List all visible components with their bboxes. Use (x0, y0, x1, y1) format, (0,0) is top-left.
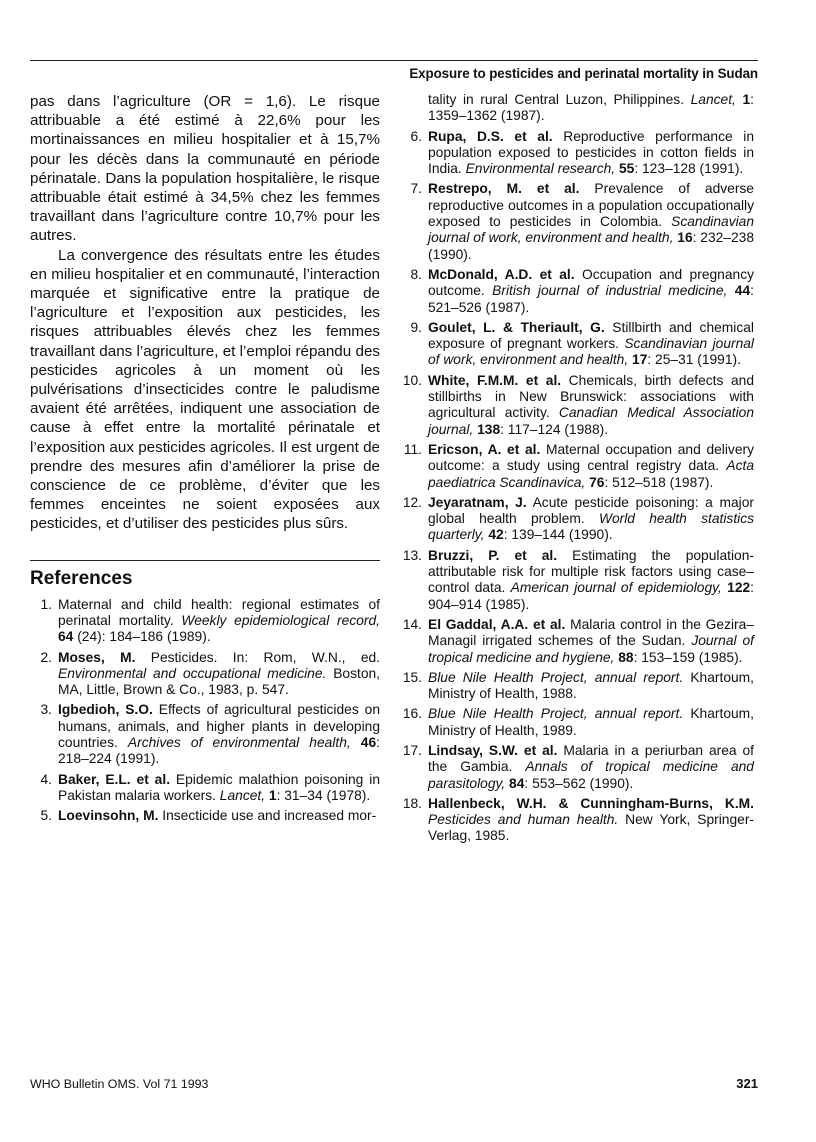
references-heading: References (30, 567, 133, 589)
body-paragraph-2: La convergence des résultats entre les études en milieu hospitalier et en communauté, l’interaction marquée et significative entre la pratique de l’agriculture et l’exposition aux pesticides, les risques attribuables élevés chez les femmes travaillant dans l’agriculture, et l’emploi répandu des pesticides agricoles à un moment où les pulvérisations d’insecticides contre le paludisme avaient été arrêtées, indiquent une association de cause à effet entre la mortalité périnatale et l’exposition aux pesticides agricoles. Il est urgent de prendre des mesures afin d’améliorer la prise de conscience de ce problème, d’éviter que les femmes enceintes ne soient exposées aux pesticides, et d’utiliser des pesticides plus sûrs. (30, 246, 380, 533)
left-column (30, 92, 380, 829)
reference-item: 2. Moses, M. Pesticides. In: Rom, W.N., ed. Environmental and occupational medicine. Boston, MA, Little, Brown & Co., 1983, p. 547. (40, 649, 380, 698)
reference-item: 16. Blue Nile Health Project, annual report. Khartoum, Ministry of Health, 1989. (402, 706, 755, 738)
reference-item: 4. Baker, E.L. et al. Epidemic malathion poisoning in Pakistan malaria workers. Lancet, 1: 31–34 (1978). (40, 771, 380, 803)
reference-item: 15. Blue Nile Health Project, annual report. Khartoum, Ministry of Health, 1988. (402, 669, 755, 702)
running-title: Exposure to pesticides and perinatal mortality in Sudan (409, 66, 758, 81)
references-divider (30, 560, 380, 561)
reference-item: 12. Jeyaratnam, J. Acute pesticide poisoning: a major global health problem. World health statistics quarterly, 42: 139–144 (1990). (402, 494, 755, 543)
reference-item: 8. McDonald, A.D. et al. Occupation and pregnancy outcome. British journal of industrial medicine, 44: 521–526 (1987). (410, 266, 754, 315)
reference-item: 10. White, F.M.M. et al. Chemicals, birth defects and stillbirths in New Brunswick: associations with agricultural activity. Canadian Medical Association journal, 138: 117–124 (1988). (402, 372, 754, 437)
reference-item: 11. Ericson, A. et al. Maternal occupation and delivery outcome: a study using central registry data. Acta paediatrica Scandinavica, 76: 512–518 (1987). (403, 441, 754, 490)
reference-continuation: tality in rural Central Luzon, Philippines. Lancet, 1: 1359–1362 (1987). (428, 92, 754, 124)
reference-item: 18. Hallenbeck, W.H. & Cunningham-Burns, K.M. Pesticides and human health. New York, Springer-Verlag, 1985. (402, 795, 755, 844)
reference-item: 3. Igbedioh, S.O. Effects of agricultural pesticides on humans, animals, and higher plants in developing countries. Archives of environmental health, 46: 218–224 (1991). (40, 702, 380, 767)
reference-item: 1. Maternal and child health: regional estimates of perinatal mortality. Weekly epidemiological record, 64 (24): 184–186 (1989). (40, 596, 380, 645)
body-paragraph-1: pas dans l’agriculture (OR = 1,6). Le risque attribuable a été estimé à 22,6% pour les mortinaissances en milieu hospitalier et à 15,7% pour les décès dans la communauté en période périnatale. Dans la population hospitalière, le risque attribuable était estimé à 34,5% chez les femmes travaillant dans l’agriculture contre 10,7% pour les autres. (30, 93, 380, 245)
reference-item: 7. Restrepo, M. et al. Prevalence of adverse reproductive outcomes in a population occupationally exposed to pesticides in Colombia. Scandinavian journal of work, environment and health, 16: 232–238 (1990). (410, 181, 755, 262)
reference-item: 13. Bruzzi, P. et al. Estimating the population-attributable risk for multiple risk factors using case–control data. American journal of epidemiology, 122: 904–914 (1985). (402, 547, 755, 612)
reference-item: 17. Lindsay, S.W. et al. Malaria in a periurban area of the Gambia. Annals of tropical medicine and parasitology, 84: 553–562 (1990). (402, 742, 754, 791)
right-column (400, 92, 754, 849)
reference-item: 5. Loevinsohn, M. Insecticide use and increased mor- (40, 808, 377, 824)
footer-journal-info: WHO Bulletin OMS. Vol 71 1993 (30, 1077, 209, 1091)
reference-list-right (400, 129, 754, 845)
header-rule (30, 60, 758, 61)
reference-item: 14. El Gaddal, A.A. et al. Malaria control in the Gezira–Managil irrigated schemes of the Sudan. Journal of tropical medicine and hygiene, 88: 153–159 (1985). (402, 616, 754, 665)
reference-list-left (30, 597, 380, 825)
reference-item: 9. Goulet, L. & Theriault, G. Stillbirth and chemical exposure of pregnant workers. Scandinavian journal of work, environment and health, 17: 25–31 (1991). (410, 319, 754, 368)
reference-item: 6. Rupa, D.S. et al. Reproductive performance in population exposed to pesticides in cotton fields in India. Environmental research, 55: 123–128 (1991). (410, 128, 754, 177)
page-number: 321 (736, 1076, 758, 1091)
